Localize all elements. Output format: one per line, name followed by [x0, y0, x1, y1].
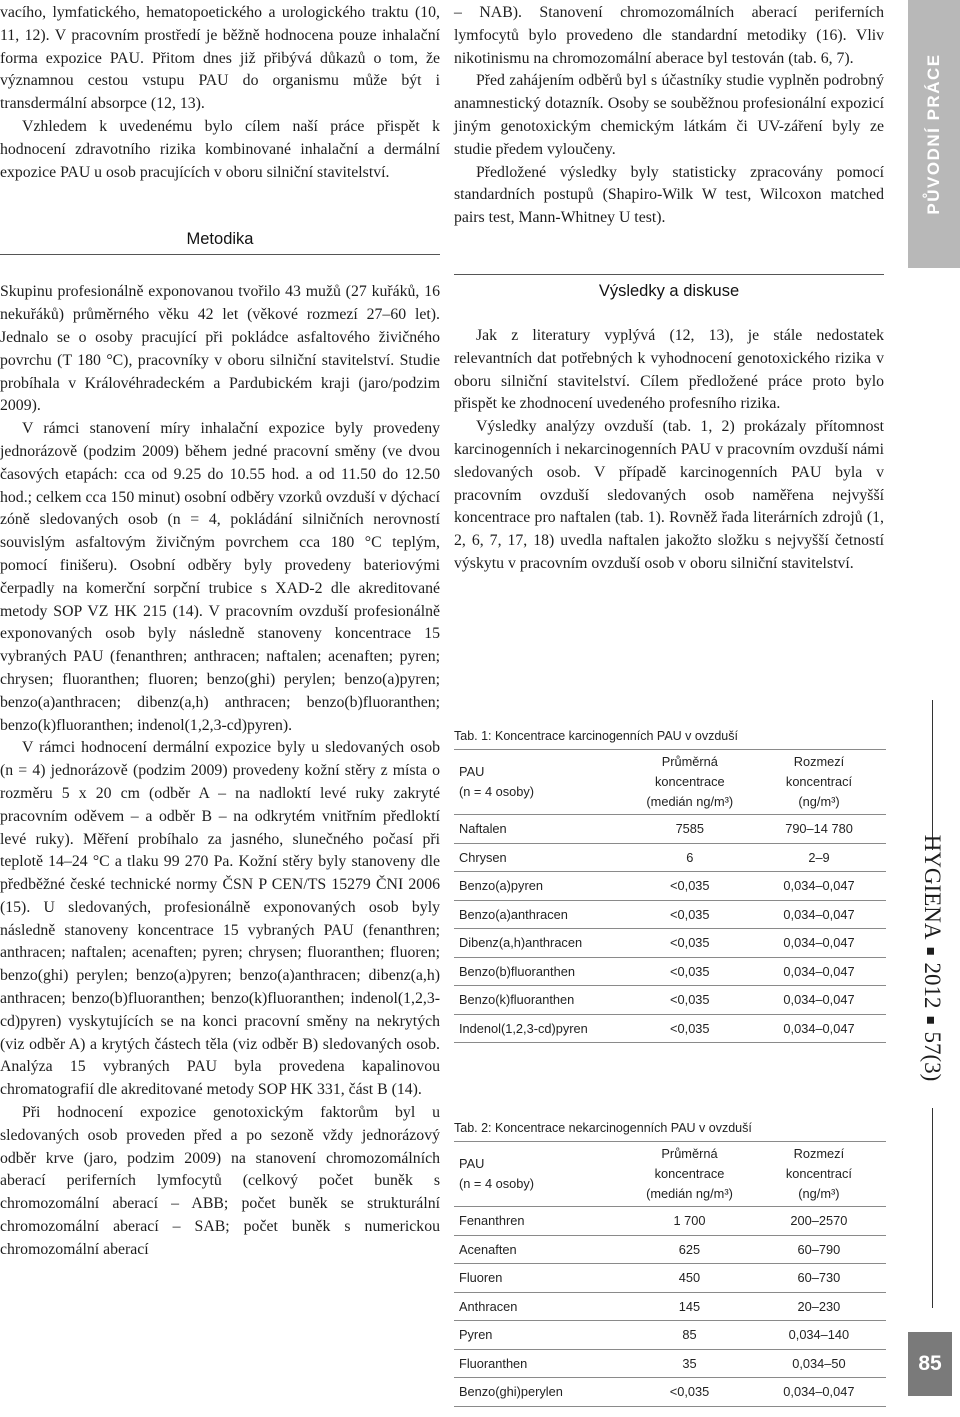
journal-year: 2012: [920, 962, 945, 1009]
journal-name: HYGIENA: [920, 834, 945, 940]
table-row: Naftalen 7585 790–14 780: [454, 815, 886, 844]
table-row: Indenol(1,2,3-cd)pyren <0,035 0,034–0,047: [454, 1014, 886, 1043]
square-bullet-icon: [927, 947, 934, 954]
header-pau: PAU (n = 4 osoby): [454, 1142, 627, 1207]
table-row: Chrysen 6 2–9: [454, 843, 886, 872]
continued-paragraph: Předložené výsledky byly statisticky zpracovány pomocí standardních postupů (Shapiro-Wilk W test, Wilcoxon matched pairs test, Mann-Whitney U test).: [454, 163, 884, 227]
table-header-row: [454, 1142, 886, 1207]
methods-paragraph: Skupinu profesionálně exponovanou tvořilo 43 mužů (27 kuřáků, 16 nekuřáků) průměrného věku 42 let (věkové rozmezí 27–60 let). Jednalo se o osoby pracující při pokládce asfaltového živičného povrchu (T 180 °C), pracovníky v oboru silniční stavitelství. Studie probíhala v Královéhradeckém a Pardubickém kraji (jaro/podzim 2009).: [0, 283, 440, 415]
intro-paragraph: vacího, lymfatického, hematopoetického a urologického traktu (10, 11, 12). V pracovním prostředí je běžně hodnocena pouze inhalační forma expozice PAU. Přitom dnes již přibývá důkazů o tom, že významnou cestou vstupu PAU do organismu může být i transdermální absorpce (12, 13).: [0, 4, 440, 113]
journal-volume: 57(3): [920, 1031, 945, 1082]
header-mean: Průměrná koncentrace (medián ng/m³): [628, 750, 752, 815]
header-mean: Průměrná koncentrace (medián ng/m³): [627, 1142, 752, 1207]
methods-paragraph: V rámci hodnocení dermální expozice byly u sledovaných osob (n = 4) jednorázově (podzim 2009) provedeny kožní stěry z místa o rozměru 5 x 20 cm (odběr A – na nadloktí levé ruky zakryté pracovním oděvem – a odběr B – na odkrytém vnitřním předloktí levé ruky). Měření probíhalo za jasného, slunečného počasí při teplotě 14–24 °C a tlaku 99 270 Pa. Kožní stěry byly stanoveny dle předběžné české technické normy ČSN P CEN/TS 15279 ČNI 2006 (15). U sledovaných, profesionálně exponovaných osob byly následně stanoveny koncentrace 15 vybraných PAU (fenanthren; anthracen; naftalen; acenaften; pyren; chrysen; fluoranthen; fluoren; benzo(ghi) perylen; benzo(a)pyren; benzo(a)anthracen; dibenz(a,h) anthracen; benzo(b)fluoranthen; benzo(k)fluoranthen; indenol(1,2,3-cd)pyren) vyskytujících se na konci pracovní směny na nekrytých (viz odběr A) a krytých částech těla (viz odběr B) sledovaných osob. Analýza 15 vybraných PAU byla provedena kapalinovou chromatografií dle akreditované metody SOP HK 331, část B (14).: [0, 739, 440, 1099]
header-pau: PAU (n = 4 osoby): [454, 750, 628, 815]
methods-paragraph: Při hodnocení expozice genotoxickým faktorům byl u sledovaných osob proveden před a po sezoně vždy jednorázový odběr krve (jaro, podzim 2009) na stanovení chromozomálních aberací periferních lymfocytů (celkový počet buněk s chromozomální aberací – ABB; počet buněk se strukturální chromozomální aberací – SAB; počet buněk s numerickou chromozomální aberací: [0, 1104, 440, 1258]
table-row: Benzo(b)fluoranthen <0,035 0,034–0,047: [454, 957, 886, 986]
table-row: Fluoren 450 60–730: [454, 1264, 886, 1293]
table-row: Anthracen 145 20–230: [454, 1292, 886, 1321]
section-heading-results: Výsledky a diskuse: [598, 281, 740, 300]
table-header-row: [454, 750, 886, 815]
header-range: Rozmezí koncentrací (ng/m³): [752, 750, 886, 815]
page-number: 85: [908, 1332, 952, 1396]
header-range: Rozmezí koncentrací (ng/m³): [752, 1142, 886, 1207]
table-row: Benzo(ghi)perylen <0,035 0,034–0,047: [454, 1378, 886, 1407]
section-rule: [454, 274, 884, 275]
table-noncarcinogenic-pau: [454, 1141, 886, 1407]
table-row: Benzo(k)fluoranthen <0,035 0,034–0,047: [454, 986, 886, 1015]
square-bullet-icon: [927, 1016, 934, 1023]
table-row: Fenanthren 1 700 200–2570: [454, 1207, 886, 1236]
table-row: Benzo(a)pyren <0,035 0,034–0,047: [454, 872, 886, 901]
continued-paragraph: Před zahájením odběrů byl s účastníky studie vyplněn podrobný anamnestický dotazník. Osoby se souběžnou profesionální expozicí jiným genotoxickým chemickým látkám či UV-záření byly ze studie předem vyloučeny.: [454, 72, 884, 158]
results-paragraph: Jak z literatury vyplývá (12, 13), je stále nedostatek relevantních dat potřebných k vyhodnocení genotoxického rizika v oboru silniční stavitelství. Cílem předložené práce proto bylo přispět ke zhodnocení uvedeného profesního rizika.: [454, 326, 884, 413]
sidebar-rule: [932, 700, 933, 850]
table-row: Pyren 85 0,034–140: [454, 1321, 886, 1350]
table-row: Acenaften 625 60–790: [454, 1235, 886, 1264]
journal-footer: [919, 835, 945, 1082]
section-heading-methods: Metodika: [186, 230, 254, 249]
results-paragraph: Výsledky analýzy ovzduší (tab. 1, 2) prokázaly přítomnost karcinogenních i nekarcinogenních PAU v pracovním ovzduší námi sledovaných osob. V případě karcinogenních PAU byla v pracovním ovzduší sledovaných osob naměřena nejvyšší koncentrace pro naftalen (tab. 1). Rovněž řada literárních zdrojů (1, 2, 6, 7, 17, 18) uvedla naftalen jakožto složku s nejvyšší četností výskytu v pracovním ovzduší osob v oboru silniční stavitelství.: [454, 418, 884, 572]
intro-paragraph: Vzhledem k uvedenému bylo cílem naší práce přispět k hodnocení zdravotního rizika kombinované inhalační a dermální expozice PAU u osob pracujících v oboru silniční stavitelství.: [0, 117, 440, 181]
methods-paragraph: V rámci stanovení míry inhalační expozice byly provedeny jednorázově (podzim 2009) během jedné pracovní směny (ve dvou časových etapách: cca od 9.25 do 10.55 hod. a od 11.50 do 12.50 hod.; celkem cca 150 minut) osobní odběry vzorků ovzduší v dýchací zóně sledovaných osob (n = 4, pokládání silničních nerovností souvislým asfaltovým živičným povrchem cca 180 °C teplým, pomocí finišeru). Osobní odběry byly provedeny bateriovými čerpadly na komerční sorpční trubice s XAD-2 dle akreditované metody SOP VZ HK 215 (14). V pracovním ovzduší profesionálně exponovaných osob byly následně stanoveny koncentrace 15 vybraných PAU (fenanthren; anthracen; naftalen; acenaften; pyren; chrysen; fluoranthen; fluoren; benzo(ghi) perylen; benzo(a)pyren; benzo(a)anthracen; dibenz(a,h) anthracen; benzo(b)fluoranthen; benzo(k)fluoranthen; indenol(1,2,3-cd)pyren).: [0, 420, 441, 734]
table-row: Benzo(a)anthracen <0,035 0,034–0,047: [454, 900, 886, 929]
table-row: Fluoranthen 35 0,034–50: [454, 1349, 886, 1378]
table-row: Dibenz(a,h)anthracen <0,035 0,034–0,047: [454, 929, 886, 958]
table-caption: Tab. 2: Koncentrace nekarcinogenních PAU v ovzduší: [454, 1121, 752, 1135]
section-label: PŮVODNÍ PRÁCE: [924, 53, 943, 215]
table-caption: Tab. 1: Koncentrace karcinogenních PAU v ovzduší: [454, 729, 738, 743]
table-carcinogenic-pau: [454, 749, 886, 1043]
right-column: [454, 2, 884, 576]
sidebar-rule: [932, 1108, 933, 1308]
left-column: [0, 2, 440, 1262]
continued-paragraph: – NAB). Stanovení chromozomálních aberací periferních lymfocytů bylo provedeno dle standardní metodiky (16). Vliv nikotinismu na chromozomální aberace byl testován (tab. 6, 7).: [454, 4, 884, 67]
